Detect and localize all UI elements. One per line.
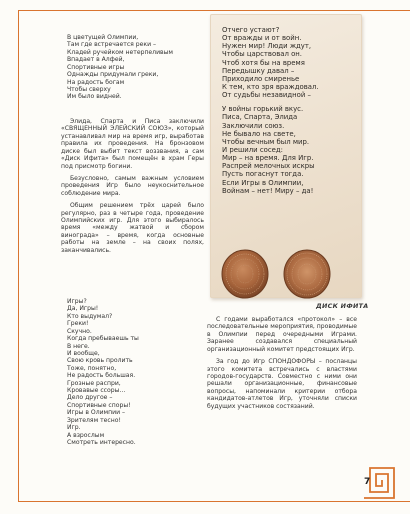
paragraph: Общим решением трёх царей было регулярно, раз в четыре года, проведение Олимпийских игр. Для этого выбиралось время «между жатвой и сбором винограда» – время, когда основные работы на земле – на своих полях, заканчивались. bbox=[61, 202, 204, 254]
poem-line: Писа, Спарта, Элида bbox=[222, 113, 298, 122]
paragraph: Элида, Спарта и Писа заключили «СВЯЩЕННЫЙ ЭЛЕЙСКИЙ СОЮЗ», который устанавливал мир на время игр, выработав правила их проведения. На бронзовом диске был выбит текст воззвания, а сам «Диск Ифита» был помещён в храм Геры под присмотр богини. bbox=[61, 118, 204, 170]
poem-line: И вообще, bbox=[67, 349, 100, 357]
poem-line: Отчего устают? bbox=[222, 26, 280, 34]
poem-line: Скучно. bbox=[67, 327, 92, 335]
poem-line: Чтобы царствовал он. bbox=[222, 50, 302, 59]
poem-line: Приходило смиренье bbox=[222, 74, 300, 83]
frame-left-border bbox=[18, 10, 19, 502]
poem-line: Не бывало на свете, bbox=[222, 129, 296, 138]
paragraph: Безусловно, самым важным условием проведения Игр было неукоснительное соблюдение мира. bbox=[61, 174, 204, 197]
poem-line: Там где встречается реки – bbox=[67, 41, 157, 49]
poem-line: Распрей мелочных искры bbox=[222, 162, 315, 171]
poem-line: Игры в Олимпии – bbox=[67, 409, 126, 417]
poem-line: Спортивные споры! bbox=[67, 401, 131, 409]
poem-line: Войнам – нет! Миру – да! bbox=[222, 186, 314, 195]
poem-line: Однажды придумали греки, bbox=[67, 71, 159, 79]
poem-line: Дело другое – bbox=[67, 394, 113, 402]
poem-line: Нужен мир! Люди ждут, bbox=[222, 42, 312, 51]
poem-line: Если Игры в Олимпии, bbox=[222, 178, 304, 187]
disk-caption: ДИСК ИФИТА bbox=[316, 302, 369, 310]
poem-line: В цветущей Олимпии, bbox=[67, 34, 139, 41]
poem-line: Чтоб хотя бы на время bbox=[222, 58, 305, 67]
poem-line: Передышку давал – bbox=[222, 66, 295, 75]
poem-line: Да, Игры! bbox=[67, 305, 99, 313]
poem-line: Свою кровь пролить bbox=[67, 357, 133, 365]
disk-image-back bbox=[282, 248, 332, 300]
poem-line: Тоже, понятно, bbox=[67, 364, 117, 372]
poem-line: В неге. bbox=[67, 342, 90, 350]
poem-line: Грозные распри, bbox=[67, 379, 121, 387]
frame-top-border bbox=[18, 10, 410, 11]
poem-bottom bbox=[67, 298, 197, 446]
poem-line: Кровавые ссоры... bbox=[67, 387, 126, 395]
poem-line: Кладей ручейком нетерпеливым bbox=[67, 48, 174, 56]
poem-line: Смотреть интересно. bbox=[67, 439, 136, 447]
poem-line: Греки! bbox=[67, 320, 89, 328]
poem-line: Не радость большая. bbox=[67, 372, 136, 380]
poem-line: Игр. bbox=[67, 424, 81, 432]
frame-bottom-border bbox=[18, 501, 410, 502]
poem-line: Кто выдумал? bbox=[67, 312, 113, 320]
poem-line: Впадает в Алфей, bbox=[67, 56, 125, 64]
paragraph: С годами выработался «протокол» – все последовательные мероприятия, проводимые в Олимпии перед очередными Играми. Заранее создавался специальный организационный комитет предстоящих Игр. bbox=[207, 316, 357, 353]
poem-line: Игры? bbox=[67, 298, 87, 305]
poem-line: А взрослым bbox=[67, 431, 105, 439]
poem-line: Заключили союз. bbox=[222, 121, 285, 130]
poem-line: К тем, кто зря враждовал. bbox=[222, 82, 319, 91]
page-number: 7 bbox=[364, 477, 371, 487]
poem-line: Когда пребываешь ты bbox=[67, 335, 139, 343]
poem-line: И решили сосед: bbox=[222, 145, 283, 154]
poem-line: Пусть погаснут тогда. bbox=[222, 170, 304, 179]
poem-line: Спортивные игры bbox=[67, 63, 125, 71]
poem-top bbox=[67, 34, 197, 101]
poem-line: У войны горький вкус. bbox=[222, 105, 304, 114]
poem-line: Им было видней. bbox=[67, 93, 122, 101]
poem-line: Чтобы вечным был мир. bbox=[222, 137, 310, 146]
poem-line: От судьбы незавидной – bbox=[222, 91, 311, 100]
poem-line: Чтобы сверху bbox=[67, 85, 111, 93]
right-prose bbox=[207, 316, 357, 415]
paragraph: За год до Игр СПОНДОФОРЫ – посланцы этого комитета встречались с властями городов-государств. Совместно с ними они решали организационные, финансовые вопросы, напоминали критерии отбора кандидатов-атлетов Игр, уточняли списки будущих участников состязаний. bbox=[207, 358, 357, 410]
poem-line: От вражды и от войн. bbox=[222, 34, 302, 43]
poem-line: Зрителям тесно! bbox=[67, 416, 121, 424]
poem-line: Мир – на время. Для Игр. bbox=[222, 154, 314, 163]
poem-line: На радость богам bbox=[67, 78, 125, 86]
disk-image-front bbox=[220, 248, 270, 300]
poem-parchment bbox=[222, 26, 354, 195]
left-prose bbox=[61, 118, 204, 259]
